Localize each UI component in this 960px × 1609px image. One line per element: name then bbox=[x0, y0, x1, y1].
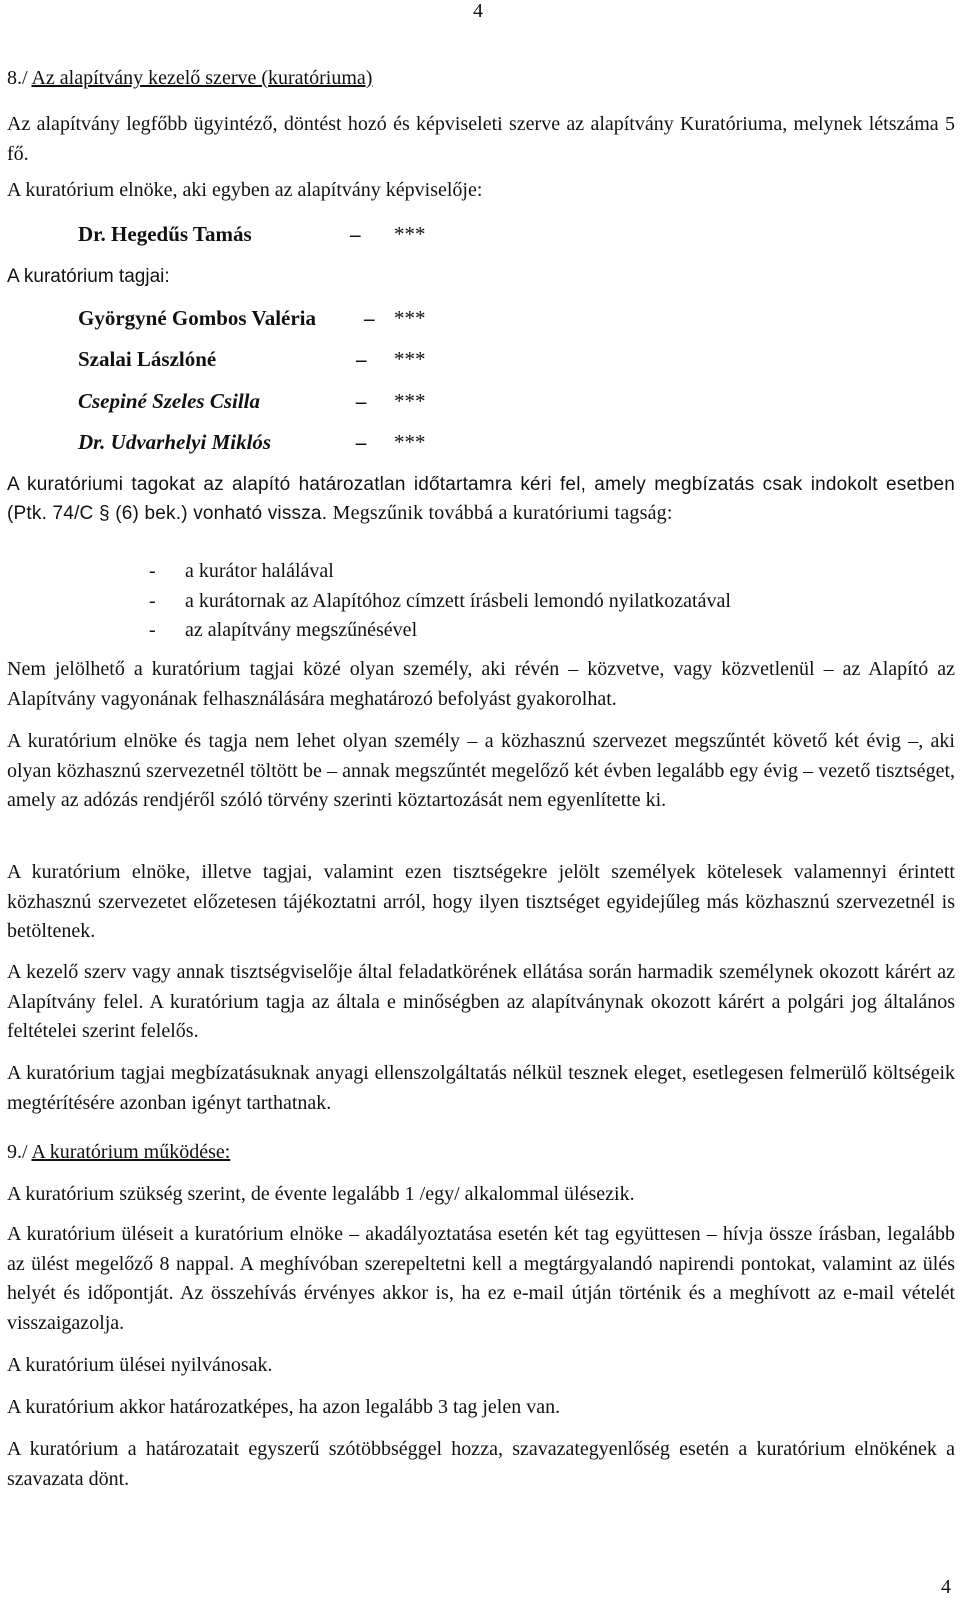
bullet-mark: - bbox=[149, 560, 156, 582]
list-item bbox=[149, 587, 949, 617]
paragraph: A kezelő szerv vagy annak tisztségviselője által feladatkörének ellátása során harmadik személynek okozott kárért az Alapítvány felel. A kuratórium tagja az általa e minőségben az alapítványnak okozott kárért a polgári jog általános feltételei szerint felelős. bbox=[7, 961, 955, 1042]
paragraph: Nem jelölhető a kuratórium tagjai közé olyan személy, aki révén – közvetve, vagy közvetlenül – az Alapító az Alapítvány vagyonának felhasználására meghatározó befolyást gyakorolhat. bbox=[7, 658, 955, 710]
intro-paragraph: Az alapítvány legfőbb ügyintéző, döntést hozó és képviseleti szerve az alapítvány Kuratóriuma, melynek létszáma 5 fő. bbox=[7, 113, 955, 165]
president-label: A kuratórium elnöke, aki egyben az alapítvány képviselője: bbox=[7, 179, 483, 201]
dash: – bbox=[356, 430, 367, 454]
dash: – bbox=[356, 389, 367, 413]
member-name: Györgyné Gombos Valéria bbox=[78, 306, 317, 330]
list-item bbox=[149, 616, 949, 646]
member-value: *** bbox=[394, 347, 426, 371]
bullet-mark: - bbox=[149, 619, 156, 641]
section-8-heading bbox=[7, 64, 955, 94]
paragraph: A kuratórium ülései nyilvánosak. bbox=[7, 1354, 273, 1376]
paragraph: A kuratórium szükség szerint, de évente legalább 1 /egy/ alkalommal ülésezik. bbox=[7, 1183, 635, 1205]
dash: – bbox=[364, 306, 375, 330]
member-name: Szalai Lászlóné bbox=[78, 347, 217, 371]
paragraph: A kuratórium tagjai megbízatásuknak anyagi ellenszolgáltatás nélkül tesznek eleget, esetlegesen felmerülő költségeik megtérítésére azonban igényt tarthatnak. bbox=[7, 1062, 955, 1114]
paragraph: A kuratórium a határozatait egyszerű szótöbbséggel hozza, szavazategyenlőség esetén a kuratórium elnökének a szavazata dönt. bbox=[7, 1438, 955, 1490]
paragraph: A kuratórium akkor határozatképes, ha azon legalább 3 tag jelen van. bbox=[7, 1396, 561, 1418]
paragraph: A kuratórium elnöke, illetve tagjai, valamint ezen tisztségekre jelölt személyek kötelesek valamennyi érintett közhasznú szervezetet előzetesen tájékoztatni arról, hogy ilyen tisztséget egyidejűleg más közhasznú szervezetnél is betöltenek. bbox=[7, 861, 955, 942]
list-item-text: a kurátornak az Alapítóhoz címzett írásbeli lemondó nyilatkozatával bbox=[185, 590, 731, 612]
member-value: *** bbox=[394, 430, 426, 454]
member-value: *** bbox=[394, 306, 426, 330]
member-row bbox=[78, 345, 438, 375]
dash: – bbox=[350, 222, 361, 246]
section-9-heading bbox=[7, 1138, 955, 1168]
section-title: A kuratórium működése: bbox=[31, 1141, 231, 1163]
dash: – bbox=[356, 347, 367, 371]
term-text: A kuratóriumi tagokat az alapító határozatlan időtartamra kéri fel, amely megbízatás csak indokolt esetben (Ptk. 74/C § (6) bek.) vonható vissza. bbox=[7, 474, 955, 524]
president-row bbox=[78, 220, 438, 250]
paragraph: A kuratórium elnöke és tagja nem lehet olyan személy – a közhasznú szervezet megszűntét követő két évig –, aki olyan közhasznú szervezetnél töltött be – annak megszűntét megelőző két évben legalább egy évig – vezető tisztséget, amely az adózás rendjéről szóló törvény szerinti köztartozását nem egyenlítette ki. bbox=[7, 730, 955, 811]
member-value: *** bbox=[394, 389, 426, 413]
members-label: A kuratórium tagjai: bbox=[7, 266, 170, 287]
paragraph: A kuratórium üléseit a kuratórium elnöke – akadályoztatása esetén két tag együttesen – hívja össze írásban, legalább az ülést megelőző 8 nappal. A meghívóban szerepeltetni kell a megtárgyalandó napirendi pontokat, valamint az ülés helyét és időpontját. Az összehívás érvényes akkor is, ha ez e-mail útján történik és a meghívott az e-mail vételét visszaigazolja. bbox=[7, 1223, 955, 1334]
term-paragraph bbox=[7, 470, 955, 528]
member-row bbox=[78, 304, 438, 334]
member-name: Csepiné Szeles Csilla bbox=[78, 389, 261, 413]
president-value: *** bbox=[394, 222, 426, 246]
section-title: Az alapítvány kezelő szerve (kuratóriuma) bbox=[31, 67, 373, 89]
list-item bbox=[149, 557, 949, 587]
section-number: 9./ bbox=[7, 1141, 28, 1163]
member-row bbox=[78, 387, 438, 417]
member-name: Dr. Udvarhelyi Miklós bbox=[78, 430, 272, 454]
page-number-top: 4 bbox=[473, 0, 483, 22]
member-row bbox=[78, 428, 438, 458]
list-item-text: az alapítvány megszűnésével bbox=[185, 619, 418, 641]
list-item-text: a kurátor halálával bbox=[185, 560, 334, 582]
president-name: Dr. Hegedűs Tamás bbox=[78, 222, 252, 246]
term-text-continued: Megszűnik továbbá a kuratóriumi tagság: bbox=[332, 502, 673, 524]
section-number: 8./ bbox=[7, 67, 28, 89]
page-number-bottom: 4 bbox=[941, 1576, 951, 1598]
bullet-mark: - bbox=[149, 590, 156, 612]
